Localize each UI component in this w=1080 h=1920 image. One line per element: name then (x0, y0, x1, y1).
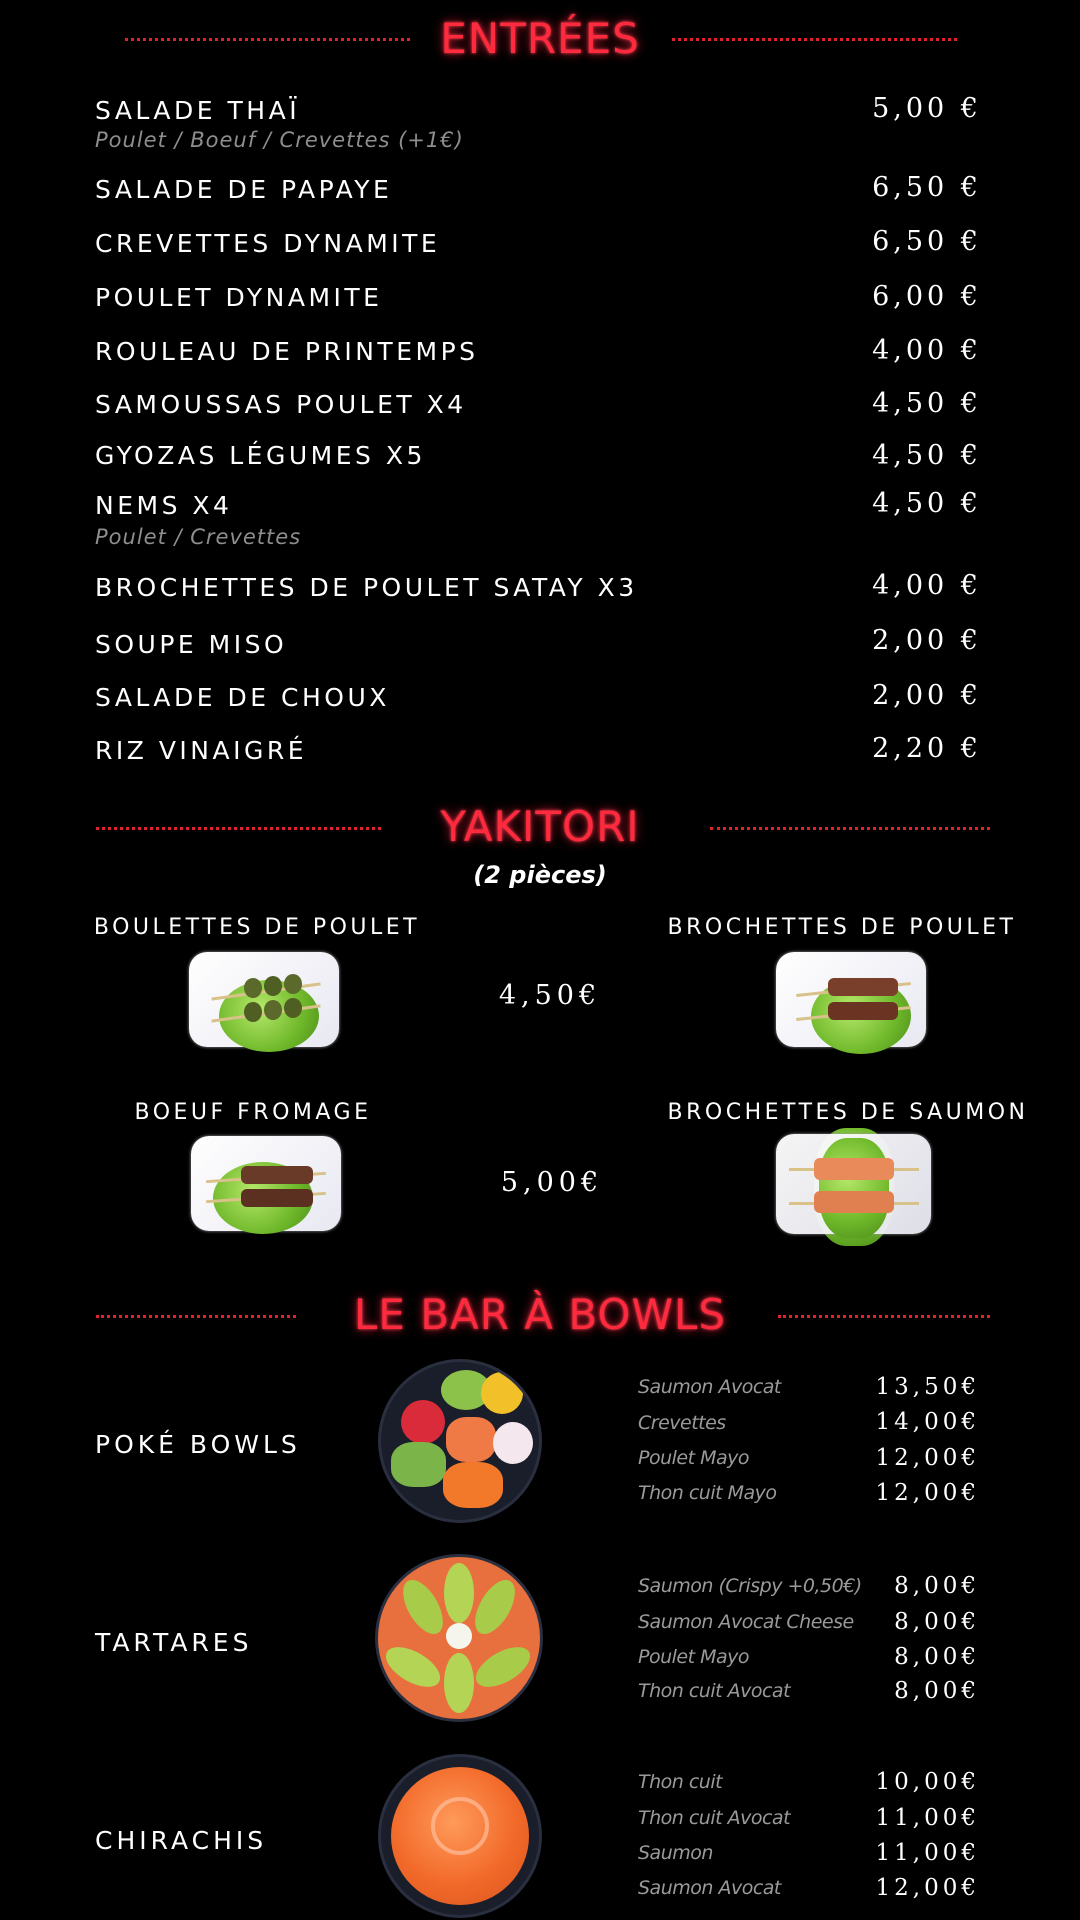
section-title-bowls: LE BAR À BOWLS (353, 1290, 727, 1339)
bowl-option-price: 14,00€ (875, 1409, 980, 1435)
bowl-category-name: CHIRACHIS (95, 1826, 268, 1855)
section-subtitle: (2 pièces) (473, 861, 607, 889)
menu-item-price: 6,50 € (872, 226, 982, 257)
bowl-option-name: Thon cuit Avocat (638, 1807, 791, 1829)
menu-item-name: GYOZAS LÉGUMES X5 (95, 441, 426, 470)
menu-item-name: SALADE THAÏ (95, 96, 301, 125)
yakitori-item-name: BROCHETTES DE POULET (667, 915, 1017, 940)
yakitori-item-name: BROCHETTES DE SAUMON (667, 1100, 1029, 1125)
menu-item-name: SAMOUSSAS POULET X4 (95, 390, 467, 419)
yakitori-photo-chicken-skewers (776, 950, 931, 1055)
divider-dots-right (778, 1315, 990, 1318)
bowl-option-name: Saumon (638, 1842, 713, 1864)
bowl-option-name: Thon cuit (638, 1771, 723, 1793)
menu-item-price: 2,00 € (872, 680, 982, 711)
bowl-option-name: Saumon (Crispy +0,50€) (638, 1575, 862, 1597)
bowl-option-name: Saumon Avocat Cheese (638, 1611, 854, 1633)
menu-item-price: 4,00 € (872, 570, 982, 601)
menu-item-price: 4,50 € (872, 488, 982, 519)
chirachi-bowl-photo (381, 1757, 539, 1915)
menu-item-price: 4,50 € (872, 388, 982, 419)
menu-item-price: 2,00 € (872, 625, 982, 656)
bowl-category-name: TARTARES (95, 1628, 253, 1657)
yakitori-photo-beef-cheese (191, 1134, 346, 1239)
menu-item-name: SOUPE MISO (95, 630, 288, 659)
bowl-option-name: Thon cuit Avocat (638, 1680, 791, 1702)
bowl-option-price: 12,00€ (875, 1875, 980, 1901)
bowl-option-price: 8,00€ (894, 1678, 980, 1704)
menu-item-name: RIZ VINAIGRÉ (95, 736, 308, 765)
section-title-entrees: ENTRÉES (440, 14, 640, 63)
menu-item-name: SALADE DE PAPAYE (95, 175, 393, 204)
menu-item-name: CREVETTES DYNAMITE (95, 229, 441, 258)
menu-item-name: SALADE DE CHOUX (95, 683, 390, 712)
menu-item-description: Poulet / Boeuf / Crevettes (+1€) (95, 128, 464, 152)
bowl-option-name: Poulet Mayo (638, 1447, 749, 1469)
menu-item-description: Poulet / Crevettes (95, 525, 302, 549)
bowl-option-price: 11,00€ (875, 1840, 980, 1866)
menu-item-name: NEMS X4 (95, 491, 233, 520)
menu-item-price: 2,20 € (872, 733, 982, 764)
bowl-option-price: 8,00€ (894, 1609, 980, 1635)
poke-bowl-photo (381, 1362, 539, 1520)
yakitori-price: 4,50€ (498, 980, 602, 1011)
yakitori-photo-salmon-skewers (774, 1128, 934, 1246)
yakitori-price: 5,00€ (500, 1167, 604, 1198)
divider-dots-right (672, 38, 957, 41)
bowl-option-name: Thon cuit Mayo (638, 1482, 777, 1504)
bowl-option-name: Saumon Avocat (638, 1376, 781, 1398)
menu-item-price: 4,50 € (872, 440, 982, 471)
bowl-option-name: Saumon Avocat (638, 1877, 781, 1899)
menu-item-name: ROULEAU DE PRINTEMPS (95, 337, 479, 366)
menu-item-price: 4,00 € (872, 335, 982, 366)
menu-item-price: 6,00 € (872, 281, 982, 312)
bowl-option-price: 11,00€ (875, 1805, 980, 1831)
bowl-option-name: Crevettes (638, 1412, 726, 1434)
tartare-bowl-photo (378, 1557, 540, 1719)
bowl-option-name: Poulet Mayo (638, 1646, 749, 1668)
menu-item-price: 5,00 € (872, 93, 982, 124)
yakitori-item-name: BOEUF FROMAGE (134, 1100, 372, 1125)
yakitori-photo-meatballs (189, 950, 344, 1055)
yakitori-item-name: BOULETTES DE POULET (93, 915, 421, 940)
divider-dots-right (710, 827, 990, 830)
bowl-option-price: 13,50€ (875, 1374, 980, 1400)
bowl-option-price: 12,00€ (875, 1445, 980, 1471)
bowl-category-name: POKÉ BOWLS (95, 1430, 301, 1459)
menu-item-name: BROCHETTES DE POULET SATAY X3 (95, 573, 638, 602)
bowl-option-price: 8,00€ (894, 1573, 980, 1599)
bowl-option-price: 12,00€ (875, 1480, 980, 1506)
menu-item-name: POULET DYNAMITE (95, 283, 383, 312)
bowl-option-price: 8,00€ (894, 1644, 980, 1670)
bowl-option-price: 10,00€ (875, 1769, 980, 1795)
section-title-yakitori: YAKITORI (440, 802, 640, 851)
menu-item-price: 6,50 € (872, 172, 982, 203)
